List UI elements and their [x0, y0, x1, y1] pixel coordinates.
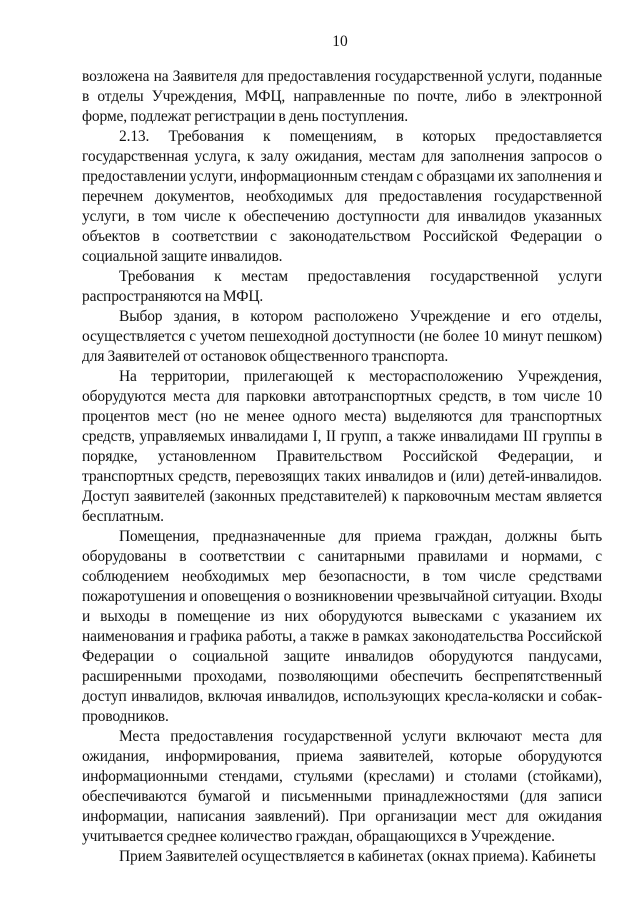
paragraph: Требования к местам предоставления государственной услуги распространяются на МФЦ. [82, 268, 602, 305]
page-number: 10 [332, 33, 348, 50]
paragraph: Выбор здания, в котором расположено Учреждение и его отделы, осуществляется с учетом пешеходной доступности (не более 10 минут пешком) для Заявителей от остановок общественного транспорта. [82, 308, 602, 365]
paragraph: возложена на Заявителя для предоставления государственной услуги, поданные в отделы Учреждения, МФЦ, направленные по почте, либо в электронной форме, подлежат регистрации в день поступления. [82, 68, 602, 125]
paragraph: На территории, прилегающей к месторасположению Учреждения, оборудуются места для парковки автотранспортных средств, в том числе 10 процентов мест (но не менее одного места) выделяются для транспортных средств, управляемых инвалидами I, II групп, а также инвалидами III группы в порядке, установленном Правительством Российской Федерации, и транспортных средств, перевозящих таких инвалидов и (или) детей-инвалидов. Доступ заявителей (законных представителей) к парковочным местам является бесплатным. [82, 368, 602, 525]
paragraph: Места предоставления государственной услуги включают места для ожидания, информирования, приема заявителей, которые оборудуются информационными стендами, стульями (креслами) и столами (стойками), обеспечиваются бумагой и письменными принадлежностями (для записи информации, написания заявлений). При организации мест для ожидания учитывается среднее количество граждан, обращающихся в Учреждение. [82, 728, 602, 845]
paragraph: Помещения, предназначенные для приема граждан, должны быть оборудованы в соответствии с санитарными правилами и нормами, с соблюдением необходимых мер безопасности, в том числе средствами пожаротушения и оповещения о возникновении чрезвычайной ситуации. Входы и выходы в помещение из них оборудуются вывесками с указанием их наименования и графика работы, а также в рамках законодательства Российской Федерации о социальной защите инвалидов оборудуются пандусами, расширенными проходами, позволяющими обеспечить беспрепятственный доступ инвалидов, включая инвалидов, использующих кресла-коляски и собак-проводников. [82, 528, 602, 725]
document-body [82, 67, 602, 867]
paragraph: 2.13. Требования к помещениям, в которых предоставляется государственная услуга, к залу ожидания, местам для заполнения запросов о предоставлении услуги, информационным стендам с образцами их заполнения и перечнем документов, необходимых для предоставления государственной услуги, в том числе к обеспечению доступности для инвалидов указанных объектов в соответствии с законодательством Российской Федерации о социальной защите инвалидов. [82, 128, 602, 265]
paragraph: Прием Заявителей осуществляется в кабинетах (окнах приема). Кабинеты [119, 848, 596, 865]
